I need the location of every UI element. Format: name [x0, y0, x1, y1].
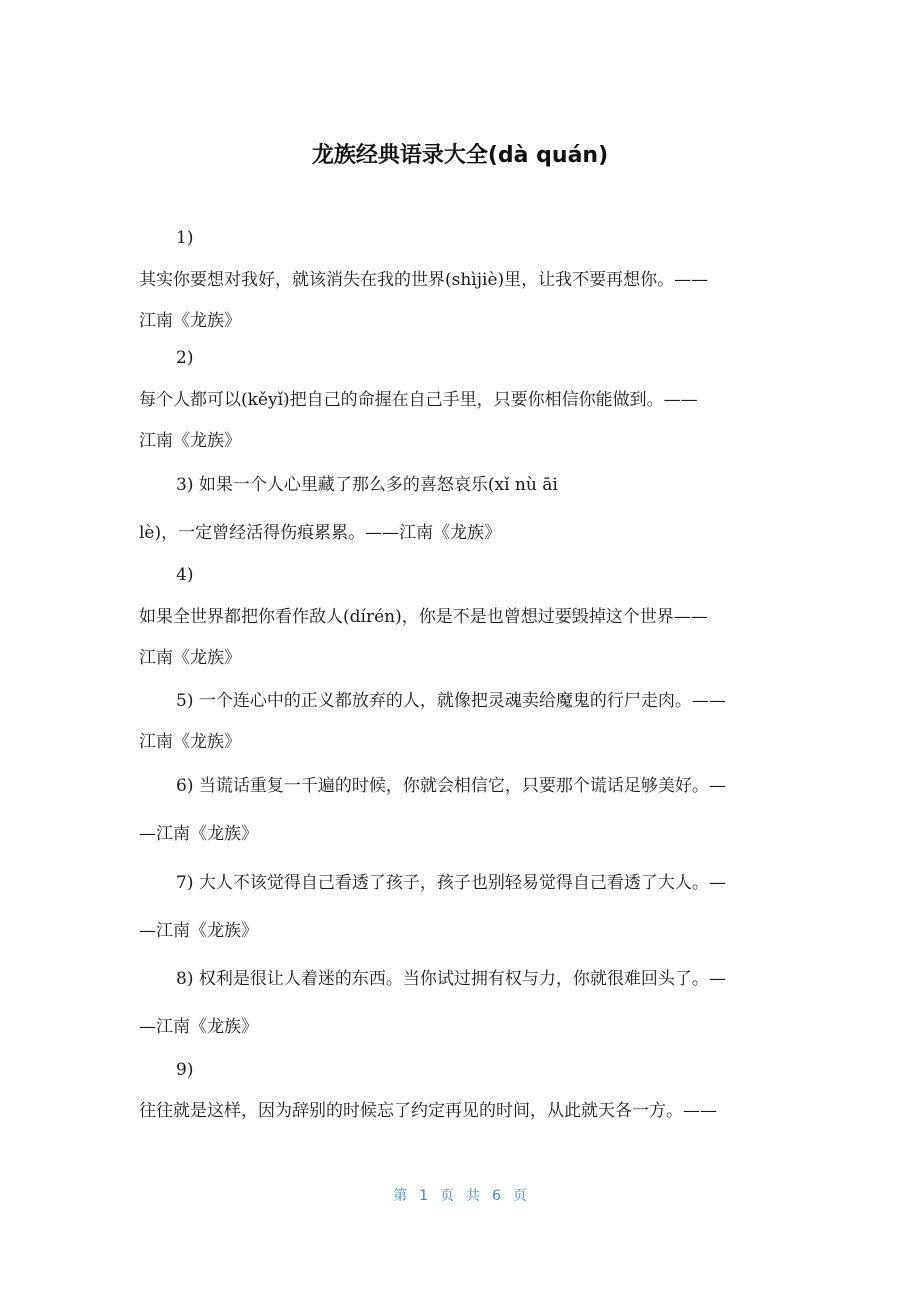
quote-text: 3) 如果一个人心里藏了那么多的喜怒哀乐(xǐ nù āi	[176, 475, 558, 495]
quote-attribution: 江南《龙族》	[139, 431, 241, 451]
footer-word: 页	[512, 1188, 527, 1204]
page-footer	[0, 1186, 920, 1206]
quote-number: 1)	[176, 228, 194, 248]
quote-attribution: 江南《龙族》	[139, 648, 241, 668]
quote-text: 其实你要想对我好，就该消失在我的世界(shìjiè)里，让我不要再想你。——	[139, 270, 709, 290]
quote-text: 6) 当谎话重复一千遍的时候，你就会相信它，只要那个谎话足够美好。—	[176, 776, 726, 796]
quote-attribution: 江南《龙族》	[139, 732, 241, 752]
quote-number: 9)	[176, 1060, 194, 1080]
quote-attribution: 江南《龙族》	[139, 311, 241, 331]
quote-number: 4)	[176, 565, 194, 585]
footer-word: 第	[393, 1188, 408, 1204]
quote-number: 2)	[176, 348, 194, 368]
total-pages-number: 6	[492, 1188, 501, 1204]
page-title: 龙族经典语录大全(dà quán)	[311, 143, 609, 168]
quote-text: 往往就是这样，因为辞别的时候忘了约定再见的时间，从此就天各一方。——	[139, 1101, 717, 1121]
current-page-number: 1	[419, 1188, 428, 1204]
quote-text: 如果全世界都把你看作敌人(dírén)，你是不是也曾想过要毁掉这个世界——	[139, 607, 708, 627]
quote-text: 5) 一个连心中的正义都放弃的人，就像把灵魂卖给魔鬼的行尸走肉。——	[176, 691, 726, 711]
quote-attribution: —江南《龙族》	[139, 1017, 258, 1037]
quote-text: 7) 大人不该觉得自己看透了孩子，孩子也别轻易觉得自己看透了大人。—	[176, 873, 726, 893]
quote-text: lè)，一定曾经活得伤痕累累。——江南《龙族》	[139, 523, 502, 543]
quote-attribution: —江南《龙族》	[139, 921, 258, 941]
footer-word: 页	[440, 1188, 454, 1204]
footer-word: 共	[466, 1188, 480, 1204]
quote-text: 每个人都可以(kěyǐ)把自己的命握在自己手里，只要你相信你能做到。——	[139, 390, 698, 410]
quote-attribution: —江南《龙族》	[139, 824, 258, 844]
quote-text: 8) 权利是很让人着迷的东西。当你试过拥有权与力，你就很难回头了。—	[176, 969, 726, 989]
